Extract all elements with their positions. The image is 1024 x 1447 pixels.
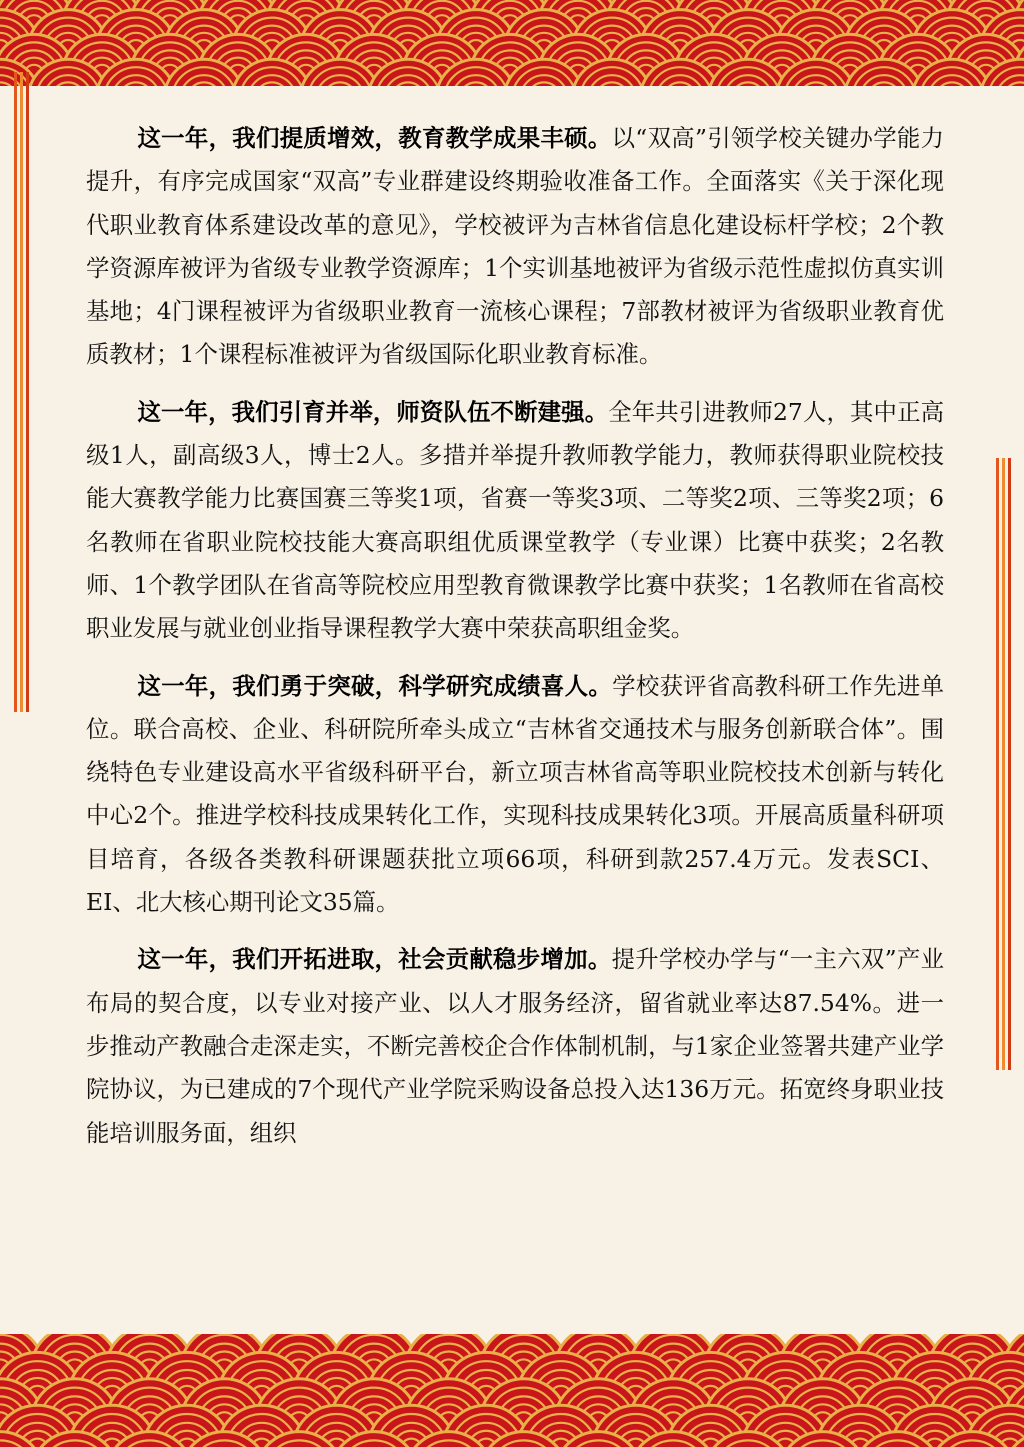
top-wave-pattern (0, 0, 1024, 86)
bottom-wave-pattern (0, 1334, 1024, 1447)
right-decorative-stripes (996, 458, 1011, 1070)
paragraph-body: 学校获评省高教科研工作先进单位。联合高校、企业、科研院所牵头成立“吉林省交通技术与服务创新联合体”。围绕特色专业建设高水平省级科研平台，新立项吉林省高等职业院校技术创新与转化中心2个。推进学校科技成果转化工作，实现科技成果转化3项。开展高质量科研项目培育，各级各类教科研课题获批立项66项，科研到款257.4万元。发表SCI、EI、北大核心期刊论文35篇。 (86, 671, 945, 917)
left-decorative-stripes (14, 72, 29, 712)
paragraph-social-contribution (86, 938, 944, 1154)
paragraph-lead: 这一年，我们勇于突破，科学研究成绩喜人。 (137, 671, 613, 700)
paragraph-lead: 这一年，我们提质增效，教育教学成果丰硕。 (137, 124, 612, 152)
paragraph-faculty (86, 391, 944, 651)
paragraph-lead: 这一年，我们引育并举，师资队伍不断建强。 (137, 397, 609, 426)
report-text-body (86, 117, 944, 1169)
top-wave-pattern-band (0, 0, 1024, 86)
bottom-wave-pattern-band (0, 1334, 1024, 1447)
paragraph-lead: 这一年，我们开拓进取，社会贡献稳步增加。 (137, 945, 612, 974)
paragraph-body: 提升学校办学与“一主六双”产业布局的契合度，以专业对接产业、以人才服务经济，留省就业率达87.54%。进一步推动产教融合走深走实，不断完善校企合作体制机制，与1家企业签署共建产业学院协议，为已建成的7个现代产业学院采购设备总投入达136万元。拓宽终身职业技能培训服务面，组织 (86, 945, 945, 1147)
paragraph-research (86, 665, 944, 925)
paragraph-body: 全年共引进教师27人，其中正高级1人，副高级3人，博士2人。多措并举提升教师教学能力，教师获得职业院校技能大赛教学能力比赛国赛三等奖1项，省赛一等奖3项、二等奖2项、三等奖2项；6名教师在省职业院校技能大赛高职组优质课堂教学（专业课）比赛中获奖；2名教师、1个教学团队在省高等院校应用型教育微课教学比赛中获奖；1名教师在省高校职业发展与就业创业指导课程教学大赛中荣获高职组金奖。 (86, 397, 944, 643)
paragraph-education (86, 117, 944, 377)
paragraph-body: 以“双高”引领学校关键办学能力提升，有序完成国家“双高”专业群建设终期验收准备工作。全面落实《关于深化现代职业教育体系建设改革的意见》，学校被评为吉林省信息化建设标杆学校；2个教学资源库被评为省级专业教学资源库；1个实训基地被评为省级示范性虚拟仿真实训基地；4门课程被评为省级职业教育一流核心课程；7部教材被评为省级职业教育优质教材；1个课程标准被评为省级国际化职业教育标准。 (86, 124, 945, 369)
